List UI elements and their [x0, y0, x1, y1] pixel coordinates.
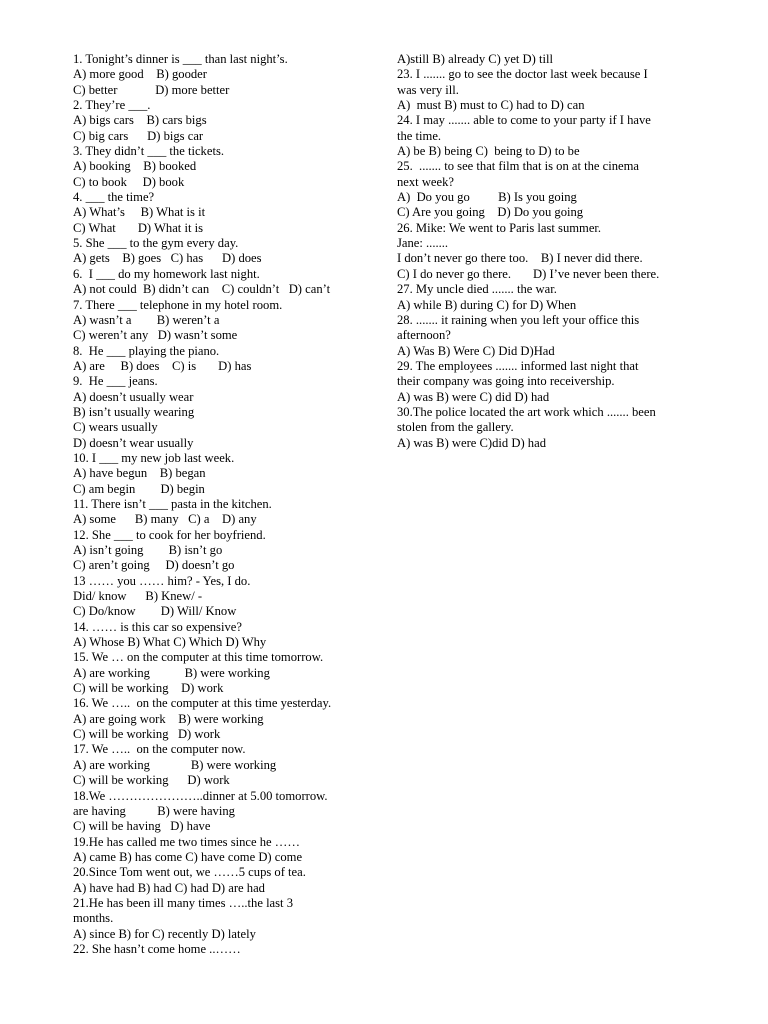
left-column-line: A) Whose B) What C) Which D) Why	[73, 635, 267, 650]
right-column-line: A) Do you go B) Is you going	[397, 190, 577, 205]
left-column-line: 10. I ___ my new job last week.	[73, 450, 235, 465]
left-column-line: C) will be having D) have	[73, 819, 211, 834]
left-column-line: 5. She ___ to the gym every day.	[73, 236, 239, 251]
right-column-line: 28. ....... it raining when you left your office this	[397, 312, 640, 327]
left-column-line: A) booking B) booked	[73, 159, 197, 174]
right-column-line: was very ill.	[397, 82, 459, 97]
left-column-line: A) bigs cars B) cars bigs	[73, 113, 207, 128]
left-column-line: A) isn’t going B) isn’t go	[73, 543, 223, 557]
right-column	[397, 52, 697, 451]
right-column-line: 26. Mike: We went to Paris last summer.	[397, 220, 602, 235]
left-column-line: 3. They didn’t ___ the tickets.	[73, 144, 224, 159]
left-column-line: A) more good B) gooder	[73, 67, 207, 82]
left-column-line: 2. They’re ___.	[73, 98, 151, 113]
left-column-line: 16. We ….. on the computer at this time yesterday.	[73, 696, 332, 711]
right-column-line: A) Was B) Were C) Did D)Had	[397, 343, 555, 358]
right-column-line: A) must B) must to C) had to D) can	[397, 98, 585, 113]
right-column-line: 23. I ....... go to see the doctor last week because I	[397, 67, 648, 82]
left-column-line: 21.He has been ill many times …..the last 3	[73, 895, 293, 910]
right-column-line: Jane: .......	[397, 236, 449, 251]
right-column-line: A) be B) being C) being to D) to be	[397, 144, 580, 159]
left-column-line: 20.Since Tom went out, we ……5 cups of tea.	[73, 865, 306, 880]
right-column-line: C) I do never go there. D) I’ve never been there.	[397, 266, 660, 281]
left-column-line: C) will be working D) work	[73, 727, 221, 742]
right-column-line: A) while B) during C) for D) When	[397, 297, 577, 312]
left-column-line: C) big cars D) bigs car	[73, 128, 204, 143]
left-column-line: A) are B) does C) is D) has	[73, 358, 252, 373]
left-column-line: 8. He ___ playing the piano.	[73, 343, 220, 358]
left-column-line: C) will be working D) work	[73, 773, 230, 788]
right-column-line: next week?	[397, 174, 454, 189]
right-column-line: the time.	[397, 128, 442, 143]
left-column-line: A) have had B) had C) had D) are had	[73, 880, 265, 895]
left-column-line: C) wears usually	[73, 420, 158, 435]
right-column-line: 30.The police located the art work which ....... been	[397, 404, 656, 419]
right-column-line: A) was B) were C)did D) had	[397, 435, 546, 450]
right-column-line: 25. ....... to see that film that is on at the cinema	[397, 159, 640, 174]
left-column-line: 6. I ___ do my homework last night.	[73, 266, 260, 281]
left-column-line: 15. We … on the computer at this time tomorrow.	[73, 650, 324, 665]
right-column-line: A) was B) were C) did D) had	[397, 389, 550, 404]
left-column-line: 17. We ….. on the computer now.	[73, 742, 246, 757]
left-column-line: 18.We …………………..dinner at 5.00 tomorrow.	[73, 788, 328, 803]
left-column-line: 19.He has called me two times since he ……	[73, 834, 300, 849]
left-column-line: A) wasn’t a B) weren’t a	[73, 312, 220, 327]
right-column-line: 27. My uncle died ....... the war.	[397, 282, 557, 297]
right-column-line: 29. The employees ....... informed last night that	[397, 358, 639, 373]
left-column-line: A) gets B) goes C) has D) does	[73, 251, 262, 266]
left-column-line: C) am begin D) begin	[73, 481, 205, 496]
left-column	[73, 52, 378, 957]
right-column-line: afternoon?	[397, 328, 451, 343]
left-column-line: C) to book D) book	[73, 174, 185, 189]
left-column-line: 7. There ___ telephone in my hotel room.	[73, 297, 283, 312]
left-column-line: A) What’s B) What is it	[73, 205, 206, 220]
left-column-line: A) doesn’t usually wear	[73, 389, 194, 404]
left-column-line: are having B) were having	[73, 803, 235, 818]
left-column-line: 1. Tonight’s dinner is ___ than last night’s.	[73, 52, 288, 66]
right-column-line: A)still B) already C) yet D) till	[397, 52, 553, 66]
left-column-line: C) weren’t any D) wasn’t some	[73, 328, 238, 343]
right-column-line: stolen from the gallery.	[397, 420, 514, 435]
left-column-line: A) have begun B) began	[73, 466, 206, 481]
left-column-line: 22. She hasn’t come home ..……	[73, 941, 241, 956]
left-column-line: A) are going work B) were working	[73, 711, 264, 726]
left-column-line: A) are working B) were working	[73, 665, 270, 680]
left-column-line: D) doesn’t wear usually	[73, 435, 194, 450]
left-column-line: C) will be working D) work	[73, 681, 224, 696]
left-column-line: A) since B) for C) recently D) lately	[73, 926, 256, 941]
left-column-line: A) not could B) didn’t can C) couldn’t D) can’t	[73, 282, 331, 297]
left-column-line: 14. …… is this car so expensive?	[73, 619, 242, 634]
right-column-line: their company was going into receivership.	[397, 374, 615, 389]
left-column-line: A) are working B) were working	[73, 757, 277, 772]
left-column-line: months.	[73, 911, 114, 926]
left-column-line: A) some B) many C) a D) any	[73, 512, 257, 527]
left-column-line: B) isn’t usually wearing	[73, 404, 195, 419]
left-column-line: C) What D) What it is	[73, 220, 204, 235]
right-column-line: I don’t never go there too. B) I never did there.	[397, 251, 643, 266]
right-column-line: 24. I may ....... able to come to your party if I have	[397, 113, 651, 128]
left-column-line: Did/ know B) Knew/ -	[73, 589, 203, 604]
left-column-line: A) came B) has come C) have come D) come	[73, 849, 303, 864]
right-column-line: C) Are you going D) Do you going	[397, 205, 584, 220]
left-column-line: C) aren’t going D) doesn’t go	[73, 558, 235, 573]
left-column-line: 9. He ___ jeans.	[73, 374, 158, 389]
left-column-line: C) Do/know D) Will/ Know	[73, 604, 237, 619]
left-column-line: 13 …… you …… him? - Yes, I do.	[73, 573, 251, 588]
left-column-line: C) better D) more better	[73, 82, 230, 97]
left-column-line: 4. ___ the time?	[73, 190, 155, 205]
left-column-line: 12. She ___ to cook for her boyfriend.	[73, 527, 266, 542]
left-column-line: 11. There isn’t ___ pasta in the kitchen.	[73, 496, 272, 511]
